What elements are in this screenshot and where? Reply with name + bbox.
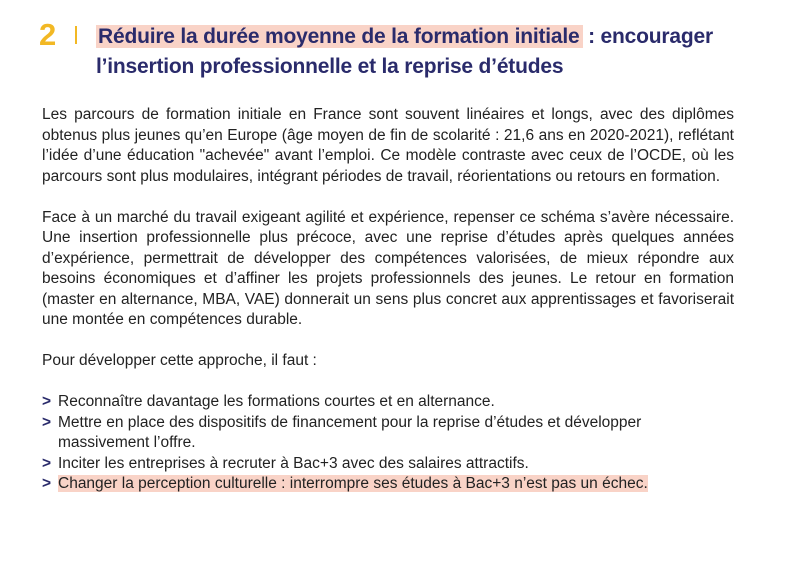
list-item [42, 454, 734, 475]
list-item-text: Inciter les entreprises à recruter à Bac+3 avec des salaires attractifs. [58, 454, 529, 472]
list-item-text-highlighted: Changer la perception culturelle : interrompre ses études à Bac+3 n’est pas un échec. [58, 475, 648, 492]
list-intro: Pour développer cette approche, il faut : [42, 352, 317, 369]
list-item [42, 413, 734, 454]
body-text [42, 105, 734, 495]
list-item [42, 392, 734, 413]
paragraph-1: Les parcours de formation initiale en France sont souvent linéaires et longs, avec des diplômes obtenus plus jeunes qu’en Europe (âge moyen de fin de scolarité : 21,6 ans en 2020-2021), reflétant l’idée d’une éducation "achevée" avant l’emploi. Ce modèle contraste avec ceux de l’OCDE, où les parcours sont plus modulaires, intégrant périodes de travail, réorientations ou retours en formation. [42, 106, 734, 185]
section-title-highlight: Réduire la durée moyenne de la formation initiale [96, 25, 583, 48]
paragraph-2: Face à un marché du travail exigeant agilité et expérience, repenser ce schéma s’avère nécessaire. Une insertion professionnelle plus précoce, avec une reprise d’études après quelques années d’expérience, permettrait de développer des compétences valorisées, de mieux répondre aux besoins économiques et d’affiner les projets professionnels des jeunes. Le retour en formation (master en alternance, MBA, VAE) donnerait un sens plus concret aux apprentissages et favoriserait une montée en compétences durable. [42, 208, 734, 328]
section-divider [75, 26, 77, 44]
chevron-right-icon: > [42, 454, 52, 472]
recommendation-list [42, 392, 734, 495]
section-title-rest: : encourager l’insertion professionnelle et la reprise d’études [96, 25, 713, 78]
list-item-text: Reconnaître davantage les formations courtes et en alternance. [58, 393, 495, 410]
list-item-text: Mettre en place des dispositifs de financement pour la reprise d’études et développer massivement l’offre. [58, 413, 642, 451]
chevron-right-icon: > [42, 393, 52, 410]
chevron-right-icon: > [42, 475, 52, 492]
chevron-right-icon: > [42, 413, 52, 431]
list-item [42, 474, 734, 495]
section-number: 2 [39, 17, 57, 52]
section-title [96, 22, 756, 82]
